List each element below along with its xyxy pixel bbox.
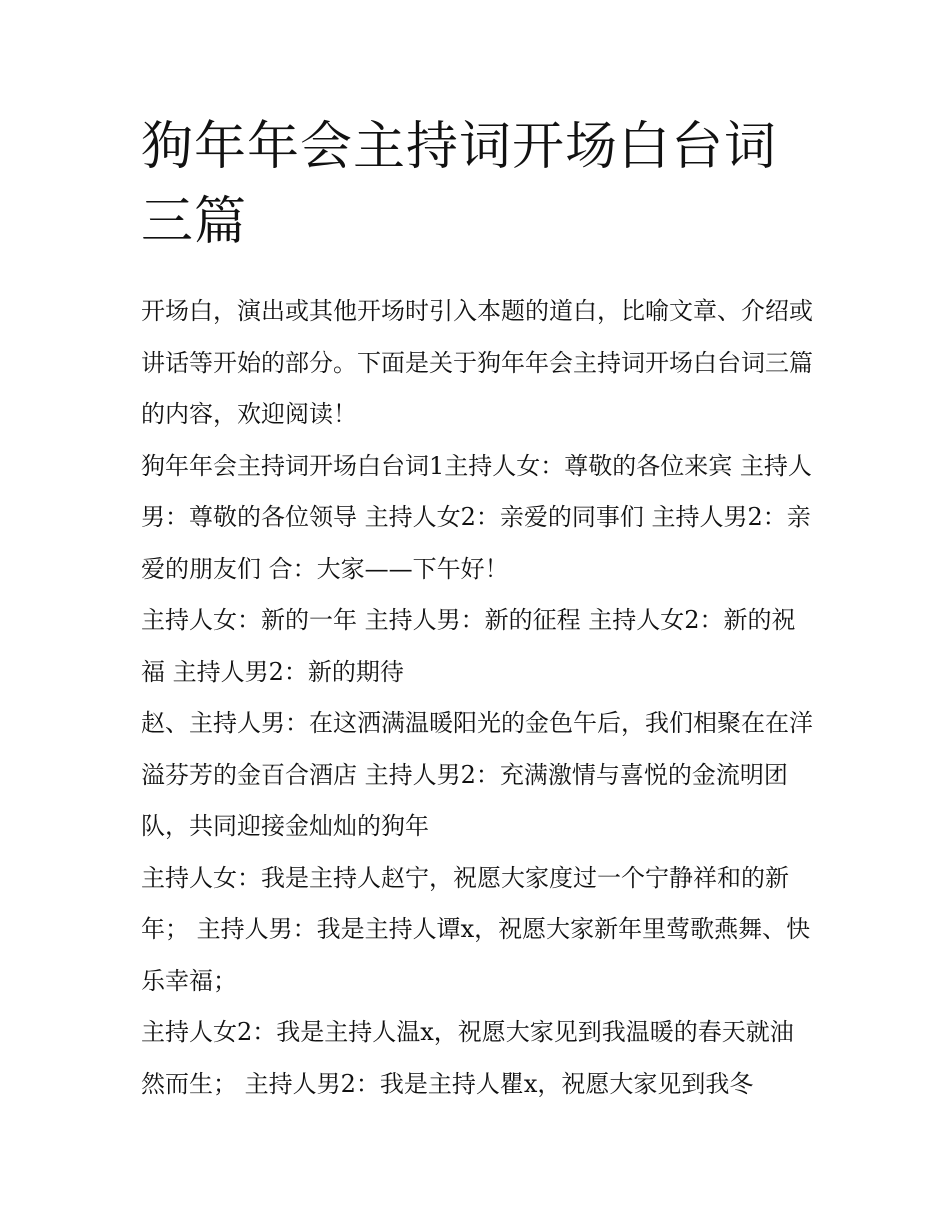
paragraph-gathering: 赵、主持人男：在这洒满温暖阳光的金色午后，我们相聚在在洋溢芬芳的金百合酒店 主持人男2：充满激情与喜悦的金流明团队，共同迎接金灿灿的狗年 [141, 709, 813, 840]
paragraph-new-year: 主持人女：新的一年 主持人男：新的征程 主持人女2：新的祝福 主持人男2：新的期待 [141, 606, 796, 686]
paragraph-intro: 开场白，演出或其他开场时引入本题的道白，比喻文章、介绍或讲话等开始的部分。下面是关于狗年年会主持词开场白台词三篇的内容，欢迎阅读！ [141, 297, 813, 428]
document-body [141, 286, 816, 1110]
paragraph-greeting: 狗年年会主持词开场白台词1主持人女：尊敬的各位来宾 主持人男：尊敬的各位领导 主持人女2：亲爱的同事们 主持人男2：亲爱的朋友们 合：大家——下午好！ [141, 451, 812, 583]
paragraph-host-intro-1: 主持人女：我是主持人赵宁，祝愿大家度过一个宁静祥和的新年； 主持人男：我是主持人谭x，祝愿大家新年里莺歌燕舞、快乐幸福； [141, 863, 811, 995]
paragraph-host-intro-2: 主持人女2：我是主持人温x，祝愿大家见到我温暖的春天就油然而生； 主持人男2：我是主持人瞿x，祝愿大家见到我冬 [141, 1018, 794, 1098]
document-title: 狗年年会主持词开场白台词三篇 [141, 117, 778, 252]
document-content [141, 110, 816, 1110]
